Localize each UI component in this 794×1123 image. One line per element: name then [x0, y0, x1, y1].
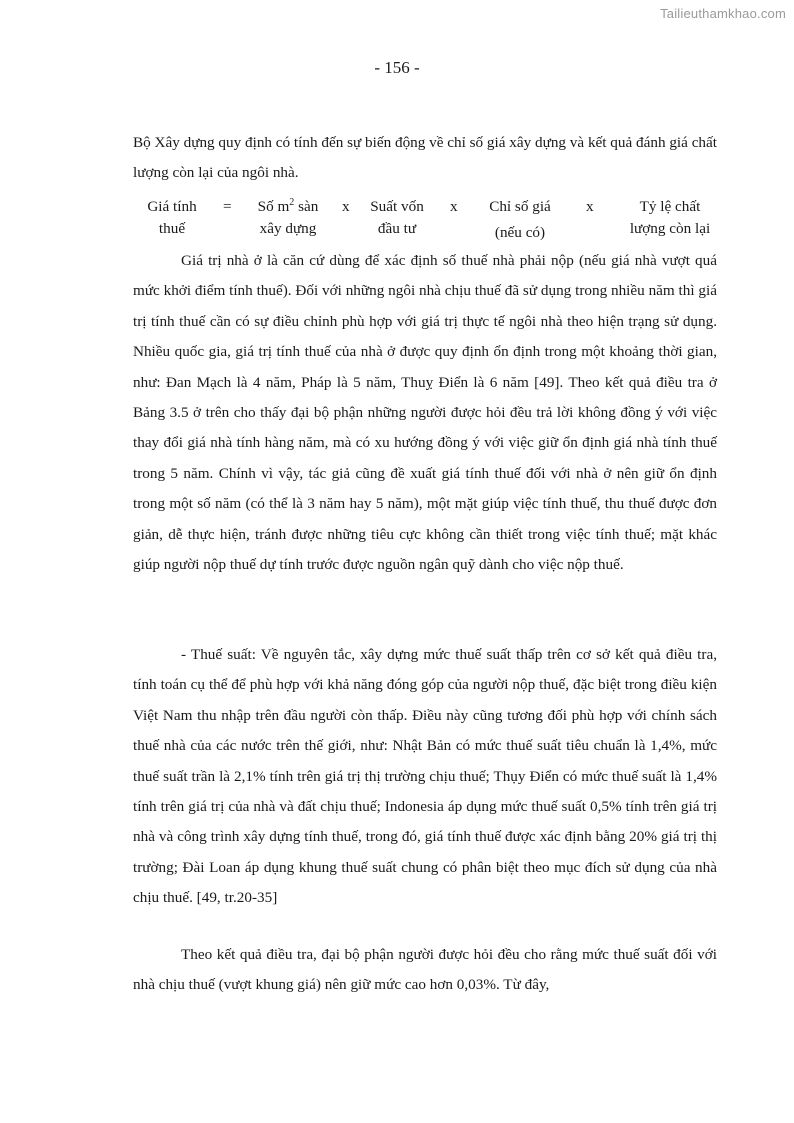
formula-capital-line2: đầu tư — [377, 220, 417, 237]
formula-index-line2: (nếu có) — [494, 224, 546, 241]
formula-capital-line1: Suất vốn — [370, 198, 424, 215]
formula-op1: x — [342, 198, 350, 215]
formula-result-line1: Giá tính — [147, 198, 197, 215]
formula-area — [244, 196, 332, 240]
watermark: Tailieuthamkhao.com — [660, 6, 786, 21]
formula-quality-line1: Tỷ lệ chất — [639, 198, 701, 215]
formula-quality-line2: lượng còn lại — [629, 220, 711, 237]
formula-area-line1 — [244, 196, 332, 218]
tax-rate-paragraph: - Thuế suất: Về nguyên tắc, xây dựng mức thuế suất thấp trên cơ sở kết quả điều tra, tính toán cụ thể để phù hợp với khả năng đóng góp của người nộp thuế, đặc biệt trong điều kiện Việt Nam thu nhập trên đầu người còn thấp. Điều này cũng tương đối phù hợp với chính sách thuế nhà của các nước trên thế giới, như: Nhật Bản có mức thuế suất tiêu chuẩn là 1,4%, mức thuế suất trần là 2,1% tính trên giá trị thị trường chịu thuế; Thụy Điển có mức thuế suất là 1,4% tính trên giá trị của nhà và đất chịu thuế; Indonesia áp dụng mức thuế suất 0,5% tính trên giá trị nhà và công trình xây dựng tính thuế, trong đó, giá tính thuế được xác định bằng 20% giá trị thị trường; Đài Loan áp dụng khung thuế suất chung có phân biệt theo mục đích sử dụng của nhà chịu thuế. [49, tr.20-35] — [133, 646, 717, 907]
formula-area-line2: xây dựng — [259, 220, 317, 237]
formula-quality — [620, 196, 720, 240]
intro-paragraph: Bộ Xây dựng quy định có tính đến sự biến động về chỉ số giá xây dựng và kết quả đánh giá chất lượng còn lại của ngôi nhà. — [133, 134, 717, 182]
formula-area-exponent: 2 — [289, 197, 295, 208]
formula-capital — [360, 196, 434, 240]
formula-equals: = — [223, 198, 232, 215]
formula-area-suffix: sàn — [294, 198, 319, 215]
value-paragraph: Giá trị nhà ở là căn cứ dùng để xác định số thuế nhà phải nộp (nếu giá nhà vượt quá mức khởi điểm tính thuế). Đối với những ngôi nhà chịu thuế đã sử dụng trong nhiều năm thì giá trị tính thuế cần có sự điều chỉnh phù hợp với giá trị thực tế ngôi nhà theo hiện trạng sử dụng. Nhiều quốc gia, giá trị tính thuế của nhà ở được quy định ổn định trong một khoảng thời gian, như: Đan Mạch là 4 năm, Pháp là 5 năm, Thuỵ Điển là 6 năm [49]. Theo kết quả điều tra ở Bảng 3.5 ở trên cho thấy đại bộ phận những người được hỏi đều trả lời không đồng ý với việc thay đổi giá nhà tính hàng năm, mà có xu hướng đồng ý với việc giữ ổn định giá nhà tính thuế trong 5 năm. Chính vì vậy, tác giả cũng đề xuất giá tính thuế đối với nhà ở nên giữ ổn định trong một số năm (có thể là 3 năm hay 5 năm), một mặt giúp việc tính thuế, thu thuế được đơn giản, dễ thực hiện, tránh được những tiêu cực không cần thiết trong việc tính thuế; mặt khác giúp người nộp thuế dự tính trước được nguồn ngân quỹ dành cho việc nộp thuế. — [133, 252, 717, 574]
formula-area-prefix: Số m — [257, 198, 290, 215]
formula-result-line2: thuế — [158, 220, 186, 237]
formula-result — [130, 196, 214, 240]
tax-value-formula — [130, 196, 730, 244]
formula-op3: x — [586, 198, 594, 215]
survey-paragraph: Theo kết quả điều tra, đại bộ phận người được hỏi đều cho rằng mức thuế suất đối với nhà chịu thuế (vượt khung giá) nên giữ mức cao hơn 0,03%. Từ đây, — [133, 946, 717, 994]
formula-index-line1: Chỉ số giá — [489, 198, 551, 215]
page-number: - 156 - — [374, 58, 420, 77]
formula-index — [478, 196, 562, 244]
formula-op2: x — [450, 198, 458, 215]
